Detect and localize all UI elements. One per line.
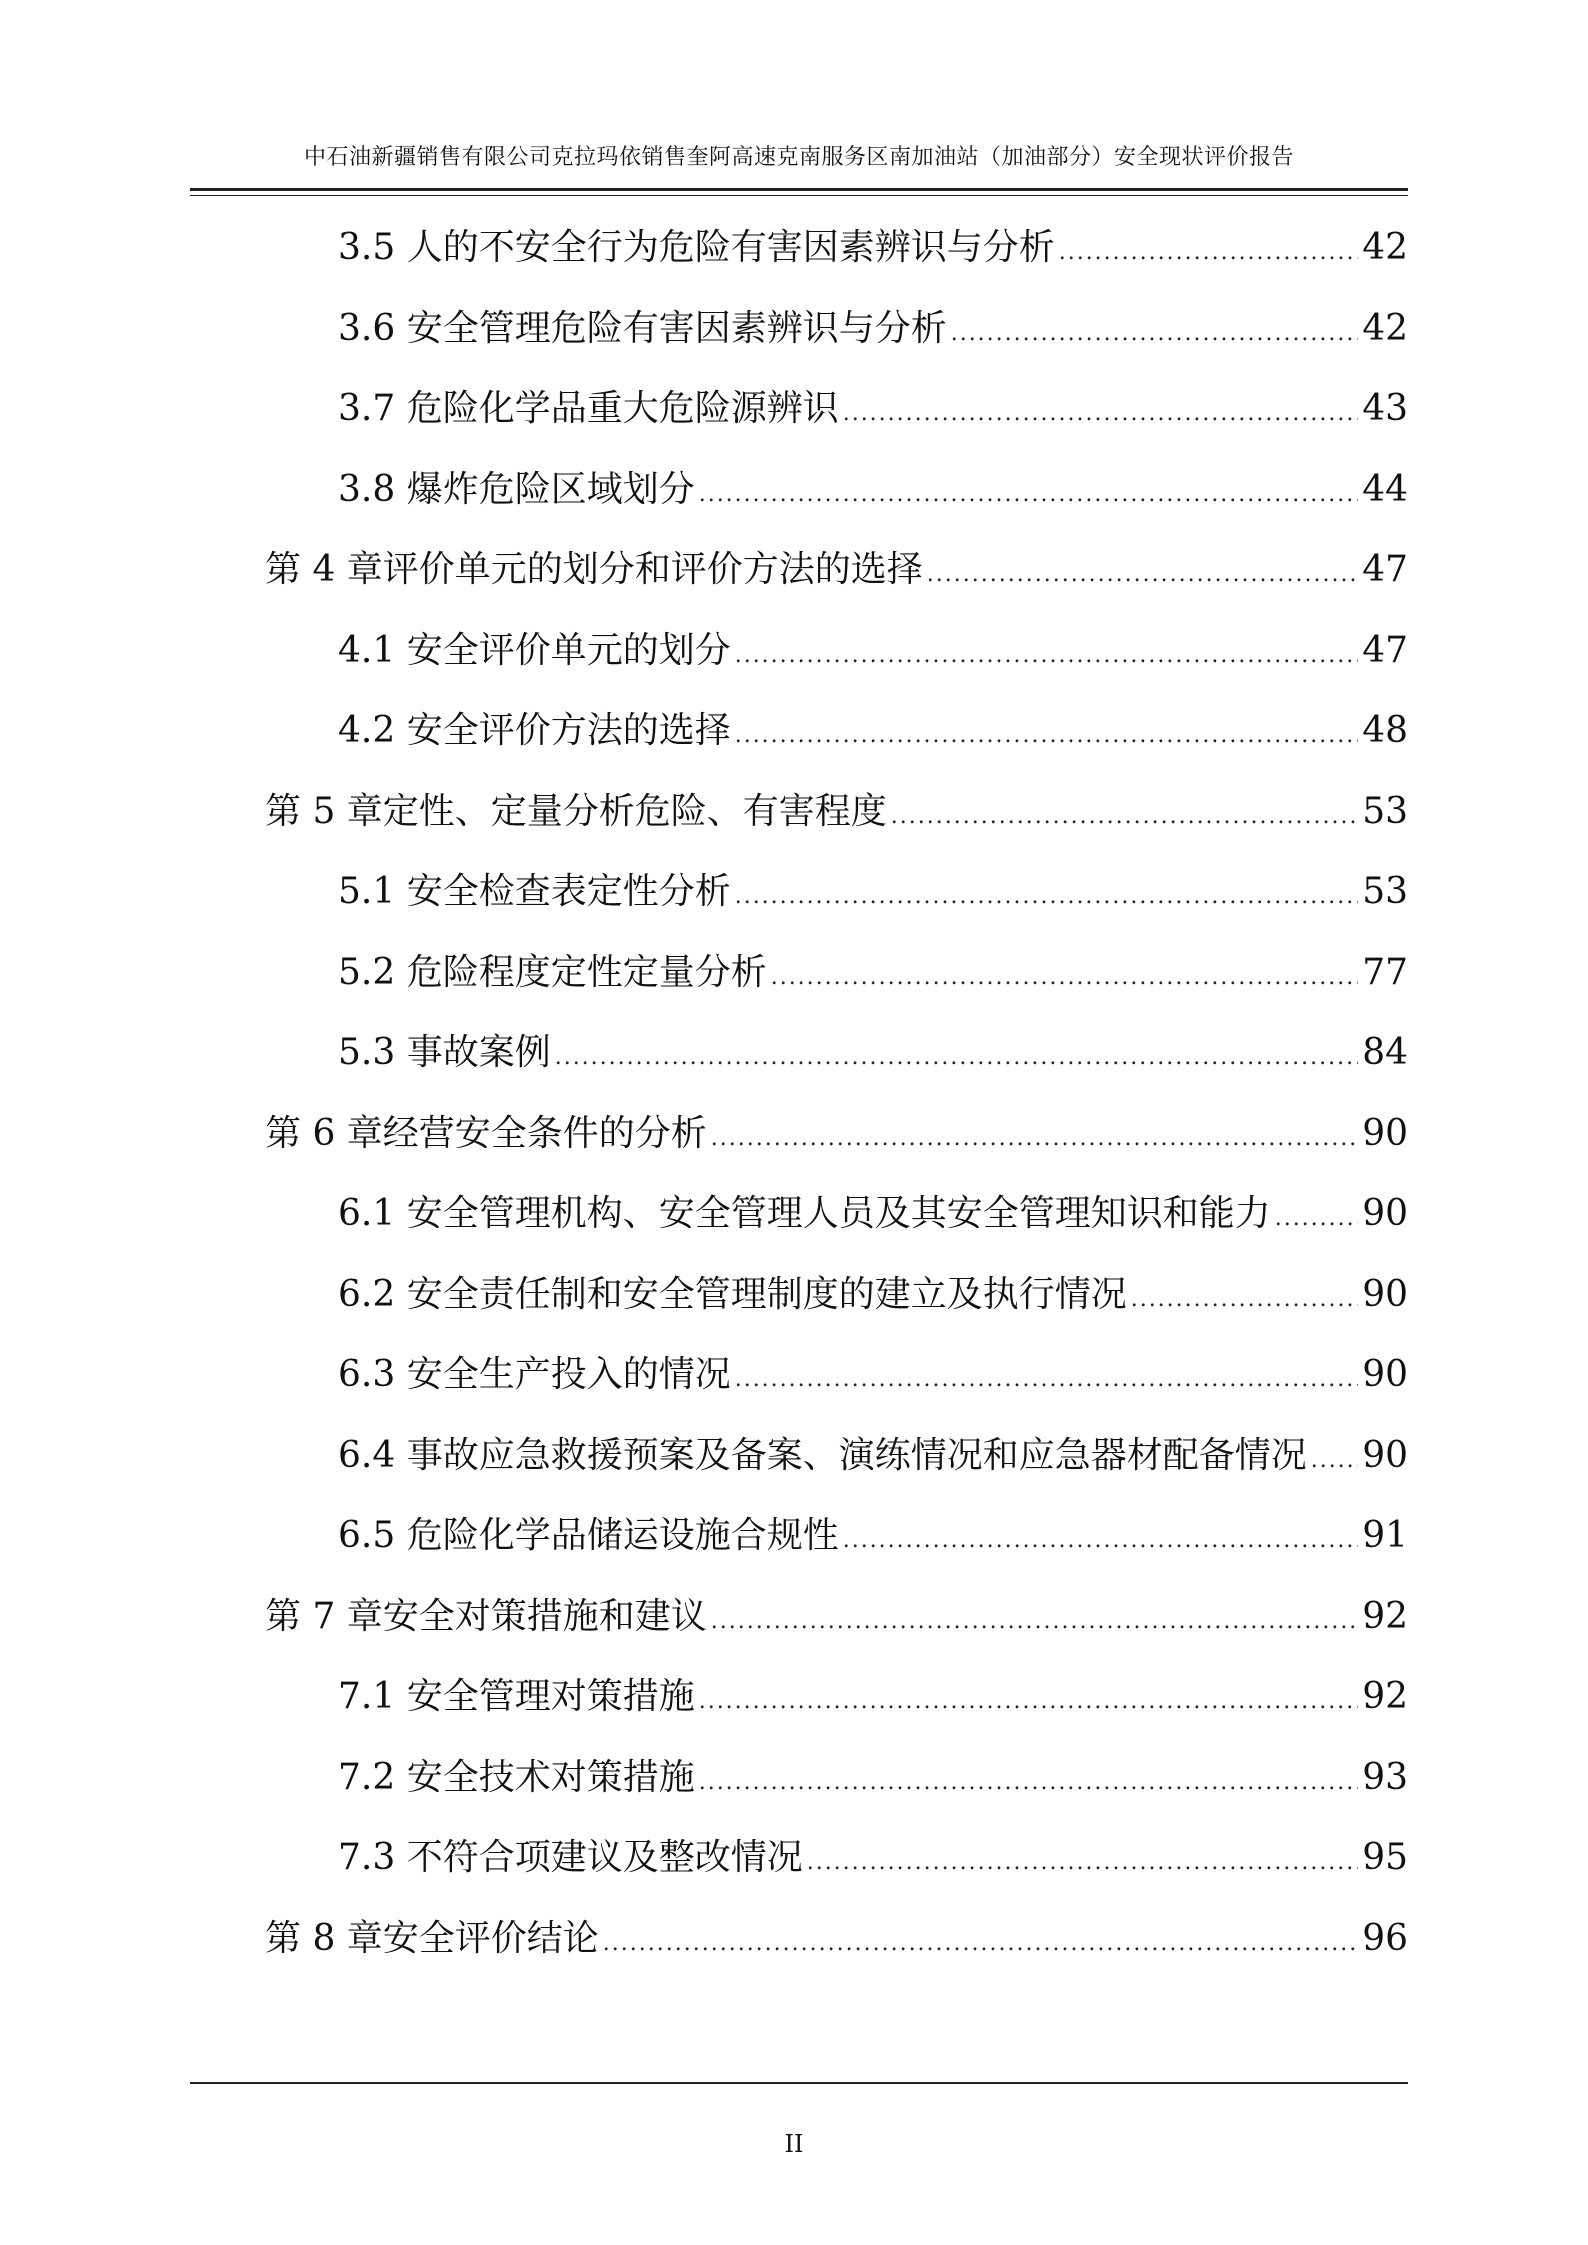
- toc-leader-dots: [1275, 1189, 1358, 1249]
- toc-entry-page: 48: [1362, 710, 1408, 751]
- toc-entry-title: 5.2 危险程度定性定量分析: [338, 951, 767, 993]
- toc-entry-title: 7.2 安全技术对策措施: [338, 1756, 695, 1798]
- toc-entry-page: 93: [1362, 1756, 1408, 1798]
- toc-entry-page: 90: [1362, 1193, 1408, 1234]
- toc-entry-title: 7.1 安全管理对策措施: [338, 1676, 695, 1717]
- toc-entry[interactable]: [338, 1828, 1408, 1888]
- toc-entry-page: 90: [1362, 1354, 1408, 1395]
- toc-entry-page: 96: [1362, 1917, 1408, 1959]
- toc-entry-title: 第 5 章定性、定量分析危险、有害程度: [265, 790, 887, 832]
- toc-leader-dots: [735, 1350, 1358, 1410]
- toc-entry-page: 53: [1362, 871, 1408, 912]
- toc-entry-page: 90: [1362, 1434, 1408, 1476]
- toc-entry[interactable]: [338, 1748, 1408, 1808]
- toc-entry-page: 43: [1362, 388, 1408, 429]
- toc-leader-dots: [891, 787, 1358, 847]
- toc-entry-page: 42: [1362, 227, 1408, 268]
- toc-leader-dots: [735, 706, 1358, 766]
- toc-entry-title: 6.1 安全管理机构、安全管理人员及其安全管理知识和能力: [338, 1193, 1271, 1234]
- toc-entry[interactable]: [338, 379, 1408, 439]
- toc-entry-page: 92: [1362, 1676, 1408, 1717]
- page-number: II: [784, 2130, 804, 2158]
- running-header: 中石油新疆销售有限公司克拉玛依销售奎阿高速克南服务区南加油站（加油部分）安全现状评价报告: [303, 145, 1294, 170]
- header-rule: [190, 188, 1408, 191]
- header-rule-thin: [190, 195, 1408, 196]
- toc-entry-title: 第 8 章安全评价结论: [265, 1917, 599, 1959]
- toc-entry-page: 90: [1362, 1273, 1408, 1315]
- toc-entry[interactable]: [265, 782, 1408, 842]
- toc-entry[interactable]: [338, 1426, 1408, 1486]
- toc-entry[interactable]: [338, 621, 1408, 681]
- toc-entry-page: 77: [1362, 951, 1408, 993]
- toc-leader-dots: [735, 626, 1358, 686]
- toc-entry[interactable]: [338, 862, 1408, 922]
- toc-entry-title: 3.5 人的不安全行为危险有害因素辨识与分析: [338, 227, 1055, 268]
- toc-entry-title: 3.7 危险化学品重大危险源辨识: [338, 388, 839, 429]
- toc-leader-dots: [699, 465, 1358, 525]
- toc-entry-title: 6.2 安全责任制和安全管理制度的建立及执行情况: [338, 1273, 1127, 1315]
- toc-leader-dots: [927, 545, 1358, 605]
- toc-entry-page: 91: [1362, 1515, 1408, 1556]
- toc-entry-page: 95: [1362, 1837, 1408, 1878]
- toc-leader-dots: [735, 867, 1358, 927]
- toc-entry[interactable]: [338, 1667, 1408, 1727]
- toc-leader-dots: [1131, 1270, 1358, 1330]
- toc-entry-title: 6.3 安全生产投入的情况: [338, 1354, 731, 1395]
- toc-entry[interactable]: [338, 218, 1408, 278]
- toc-leader-dots: [843, 1511, 1358, 1571]
- toc-entry[interactable]: [338, 943, 1408, 1003]
- toc-entry[interactable]: [265, 1104, 1408, 1164]
- toc-entry-title: 第 7 章安全对策措施和建议: [265, 1595, 707, 1637]
- toc-entry-title: 第 6 章经营安全条件的分析: [265, 1112, 707, 1154]
- toc-entry-title: 5.1 安全检查表定性分析: [338, 871, 731, 912]
- toc-entry[interactable]: [338, 1184, 1408, 1244]
- toc-entry-page: 47: [1362, 629, 1408, 671]
- toc-entry[interactable]: [338, 1506, 1408, 1566]
- toc-entry[interactable]: [338, 460, 1408, 520]
- toc-entry[interactable]: [265, 1909, 1408, 1969]
- toc-entry[interactable]: [338, 1265, 1408, 1325]
- toc-leader-dots: [1059, 223, 1358, 283]
- toc-entry[interactable]: [338, 701, 1408, 761]
- toc-entry[interactable]: [338, 299, 1408, 359]
- toc-leader-dots: [771, 948, 1358, 1008]
- toc-leader-dots: [699, 1753, 1358, 1813]
- toc-leader-dots: [711, 1592, 1358, 1652]
- toc-entry-title: 3.6 安全管理危险有害因素辨识与分析: [338, 307, 947, 349]
- toc-leader-dots: [951, 304, 1358, 364]
- toc-entry-title: 4.1 安全评价单元的划分: [338, 629, 731, 671]
- toc-entry-title: 4.2 安全评价方法的选择: [338, 710, 731, 751]
- toc-entry-page: 47: [1362, 549, 1408, 590]
- toc-entry-page: 53: [1362, 790, 1408, 832]
- toc-entry-title: 7.3 不符合项建议及整改情况: [338, 1837, 803, 1878]
- toc-entry-title: 6.5 危险化学品储运设施合规性: [338, 1515, 839, 1556]
- toc-leader-dots: [807, 1833, 1358, 1893]
- footer-rule: [190, 2082, 1408, 2084]
- toc-leader-dots: [603, 1914, 1358, 1974]
- toc-leader-dots: [699, 1672, 1358, 1732]
- toc-entry-page: 90: [1362, 1112, 1408, 1154]
- toc-leader-dots: [1311, 1431, 1358, 1491]
- toc-entry[interactable]: [338, 1023, 1408, 1083]
- toc-entry-page: 92: [1362, 1595, 1408, 1637]
- toc-entry-title: 3.8 爆炸危险区域划分: [338, 468, 695, 510]
- toc-entry[interactable]: [338, 1345, 1408, 1405]
- toc-entry-title: 6.4 事故应急救援预案及备案、演练情况和应急器材配备情况: [338, 1434, 1307, 1476]
- toc-entry[interactable]: [265, 540, 1408, 600]
- toc-entry-title: 第 4 章评价单元的划分和评价方法的选择: [265, 549, 923, 590]
- toc-entry-page: 42: [1362, 307, 1408, 349]
- toc-leader-dots: [711, 1109, 1358, 1169]
- toc-entry[interactable]: [265, 1587, 1408, 1647]
- toc-leader-dots: [555, 1028, 1358, 1088]
- toc-leader-dots: [843, 384, 1358, 444]
- toc-entry-page: 44: [1362, 468, 1408, 510]
- toc-entry-page: 84: [1362, 1032, 1408, 1073]
- toc-entry-title: 5.3 事故案例: [338, 1032, 551, 1073]
